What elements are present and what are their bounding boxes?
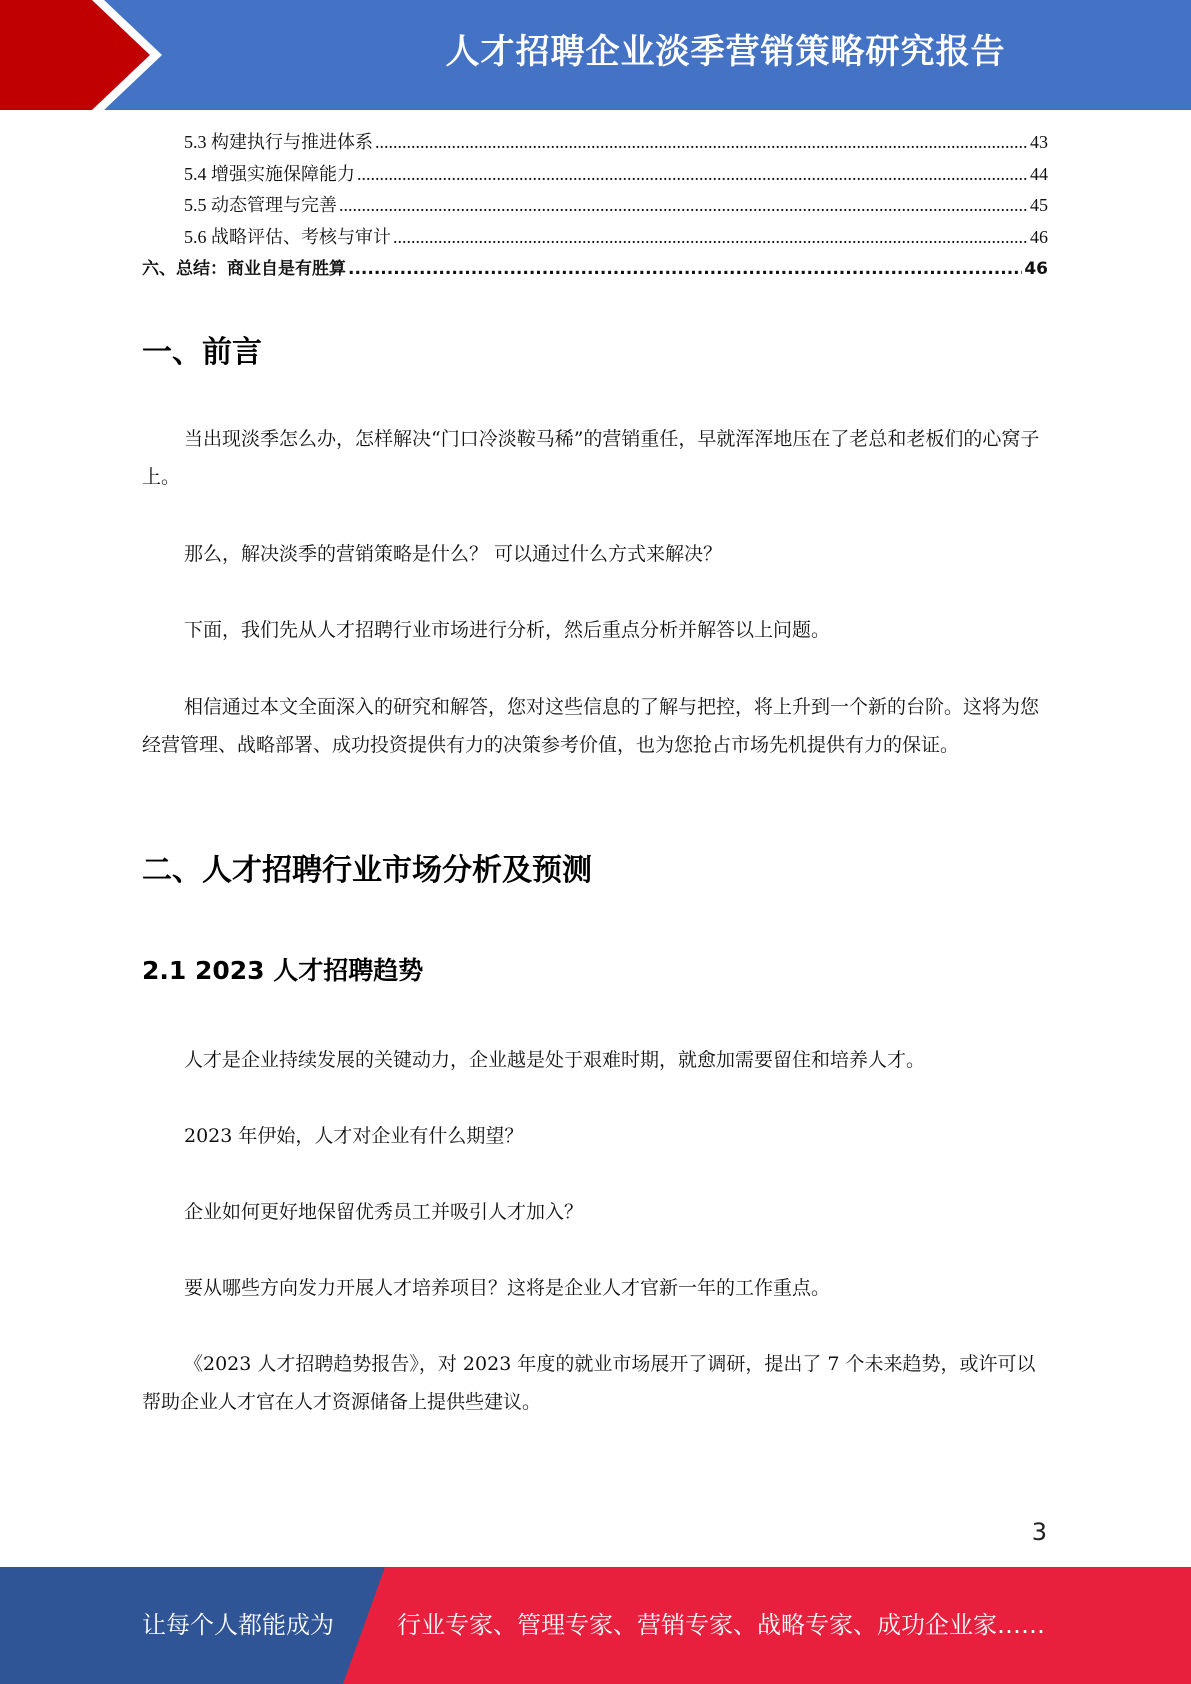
table-of-contents bbox=[142, 128, 1048, 286]
toc-entry-page: 46 bbox=[1030, 226, 1048, 247]
paragraph: 当出现淡季怎么办，怎样解决“门口冷淡鞍马稀”的营销重任，早就浑浑地压在了老总和老板们的心窝子上。 bbox=[142, 428, 1040, 488]
footer-slogan-right: 行业专家、管理专家、营销专家、战略专家、成功企业家…… bbox=[397, 1611, 1045, 1639]
toc-entry[interactable] bbox=[142, 128, 1048, 160]
toc-entry-page: 46 bbox=[1024, 259, 1048, 279]
page-header bbox=[0, 0, 1191, 110]
toc-entry-label: 5.3 构建执行与推进体系 bbox=[184, 132, 373, 152]
toc-entry-page: 44 bbox=[1030, 163, 1048, 184]
toc-entry-page: 45 bbox=[1030, 195, 1048, 215]
toc-leader-dots bbox=[357, 164, 1028, 185]
header-arrow-graphic bbox=[0, 0, 300, 110]
toc-leader-dots bbox=[393, 227, 1028, 248]
toc-entry-label: 5.6 战略评估、考核与审计 bbox=[184, 226, 391, 247]
toc-entry[interactable] bbox=[142, 191, 1048, 223]
paragraph: 下面，我们先从人才招聘行业市场进行分析，然后重点分析并解答以上问题。 bbox=[184, 619, 831, 641]
page-footer bbox=[0, 1567, 1191, 1684]
section-heading-preface: 一、前言 bbox=[142, 335, 262, 370]
page-number: 3 bbox=[1031, 1518, 1047, 1546]
toc-entry-chapter[interactable] bbox=[142, 254, 1048, 286]
footer-slogan-left: 让每个人都能成为 bbox=[142, 1611, 334, 1639]
toc-leader-dots bbox=[339, 195, 1028, 216]
paragraph: 那么，解决淡季的营销策略是什么？ 可以通过什么方式来解决？ bbox=[184, 543, 723, 565]
paragraph: 相信通过本文全面深入的研究和解答，您对这些信息的了解与把控，将上升到一个新的台阶。这将为您经营管理、战略部署、成功投资提供有力的决策参考价值，也为您抢占市场先机提供有力的保证。 bbox=[142, 696, 1040, 756]
toc-entry-label: 5.5 动态管理与完善 bbox=[184, 195, 337, 215]
section-heading-market-analysis: 二、人才招聘行业市场分析及预测 bbox=[142, 853, 592, 888]
toc-leader-dots bbox=[348, 259, 1022, 279]
toc-entry[interactable] bbox=[142, 160, 1048, 192]
toc-entry-label: 六、总结：商业自是有胜算 bbox=[142, 259, 346, 279]
toc-entry-label: 5.4 增强实施保障能力 bbox=[184, 163, 355, 184]
paragraph: 人才是企业持续发展的关键动力，企业越是处于艰难时期，就愈加需要留住和培养人才。 bbox=[184, 1049, 926, 1071]
subsection-heading-trends: 2.1 2023 人才招聘趋势 bbox=[142, 956, 424, 985]
paragraph: 《2023 人才招聘趋势报告》，对 2023 年度的就业市场展开了调研，提出了 7 个未来趋势，或许可以帮助企业人才官在人才资源储备上提供些建议。 bbox=[142, 1353, 1036, 1413]
toc-entry-page: 43 bbox=[1030, 132, 1048, 152]
paragraph: 2023 年伊始，人才对企业有什么期望？ bbox=[184, 1125, 524, 1147]
toc-leader-dots bbox=[375, 132, 1028, 153]
document-title: 人才招聘企业淡季营销策略研究报告 bbox=[445, 32, 1006, 72]
toc-entry[interactable] bbox=[142, 223, 1048, 255]
paragraph: 要从哪些方向发力开展人才培养项目？这将是企业人才官新一年的工作重点。 bbox=[184, 1277, 831, 1299]
paragraph: 企业如何更好地保留优秀员工并吸引人才加入？ bbox=[184, 1201, 584, 1223]
